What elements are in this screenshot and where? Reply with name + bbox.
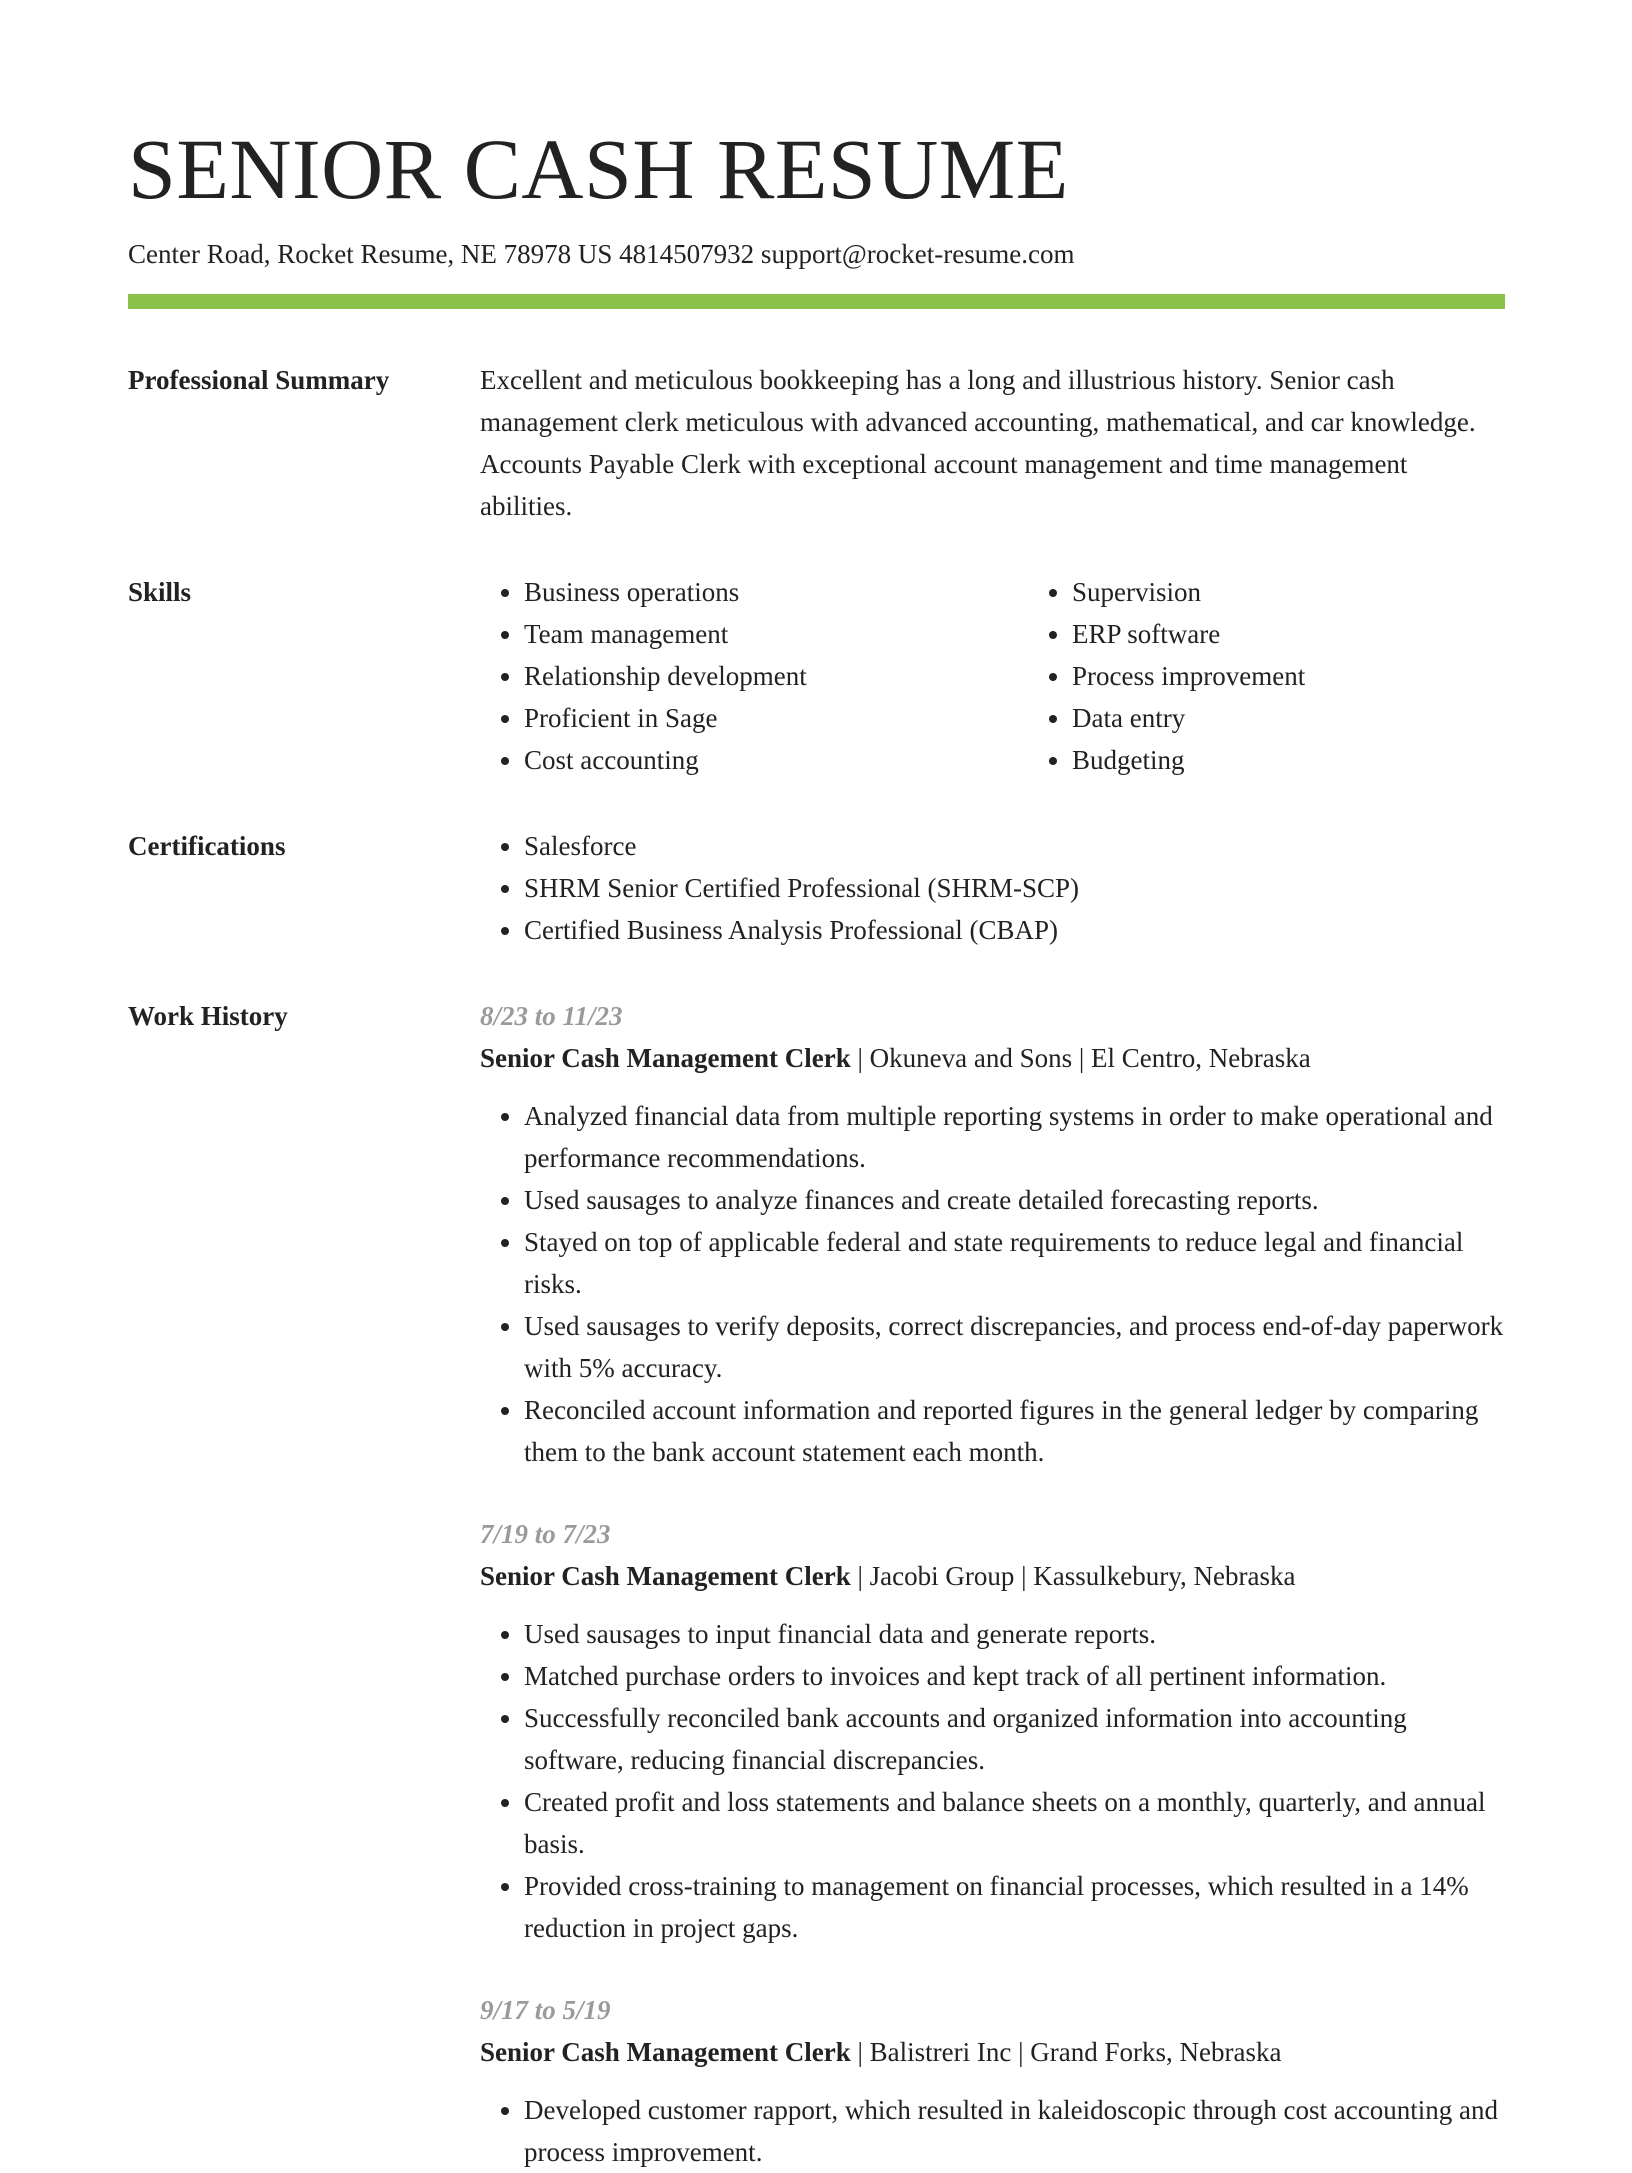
section-label-work-history: Work History bbox=[128, 1001, 288, 1032]
section-label-summary: Professional Summary bbox=[128, 365, 390, 396]
job-title: Senior Cash Management Clerk bbox=[480, 1561, 851, 1592]
resume-title: SENIOR CASH RESUME bbox=[128, 121, 1069, 217]
job-bullet: • Successfully reconciled bank accounts and organized information into accounting software, reducing financial discrepancies. bbox=[524, 1697, 1505, 1781]
certifications-section bbox=[128, 825, 1505, 951]
job-dates: 8/23 to 11/23 bbox=[480, 1001, 623, 1032]
certifications-content bbox=[480, 825, 1505, 951]
skill-item: • Relationship development bbox=[524, 655, 1028, 697]
certification-item: • SHRM Senior Certified Professional (SHRM-SCP) bbox=[524, 867, 1505, 909]
accent-divider bbox=[128, 294, 1505, 309]
summary-section bbox=[128, 359, 1505, 527]
job-heading bbox=[480, 2031, 1505, 2073]
skills-list-col2 bbox=[1028, 571, 1305, 781]
job-dates: 9/17 to 5/19 bbox=[480, 1995, 611, 2026]
job-bullets bbox=[480, 1095, 1505, 1473]
work-history-section bbox=[128, 995, 1505, 2173]
skill-item: • Proficient in Sage bbox=[524, 697, 1028, 739]
skill-item: • Business operations bbox=[524, 571, 1028, 613]
job-bullet: • Used sausages to analyze finances and create detailed forecasting reports. bbox=[524, 1179, 1505, 1221]
skills-list-col1 bbox=[480, 571, 1028, 781]
job-title: Senior Cash Management Clerk bbox=[480, 2037, 851, 2068]
job-bullet: • Matched purchase orders to invoices and kept track of all pertinent information. bbox=[524, 1655, 1505, 1697]
skill-item: • Data entry bbox=[1072, 697, 1305, 739]
job-bullet: • Used sausages to verify deposits, correct discrepancies, and process end-of-day paperwork with 5% accuracy. bbox=[524, 1305, 1505, 1389]
contact-line: Center Road, Rocket Resume, NE 78978 US 4814507932 support@rocket-resume.com bbox=[128, 239, 1075, 269]
certification-item: • Certified Business Analysis Professional (CBAP) bbox=[524, 909, 1505, 951]
skill-item: • ERP software bbox=[1072, 613, 1305, 655]
skills-content bbox=[480, 571, 1505, 781]
skill-item: • Process improvement bbox=[1072, 655, 1305, 697]
certifications-list bbox=[480, 825, 1505, 951]
summary-content bbox=[480, 359, 1505, 527]
skills-section bbox=[128, 571, 1505, 781]
job-bullets bbox=[480, 1613, 1505, 1949]
skill-item: • Cost accounting bbox=[524, 739, 1028, 781]
section-label-certifications: Certifications bbox=[128, 831, 286, 862]
job-heading bbox=[480, 1555, 1505, 1597]
summary-text: Excellent and meticulous bookkeeping has a long and illustrious history. Senior cash management clerk meticulous with advanced accounting, mathematical, and car knowledge. Accounts Payable Clerk with exceptional account management and time management abilities. bbox=[480, 365, 1476, 522]
job-entry bbox=[480, 1989, 1505, 2173]
section-label-skills: Skills bbox=[128, 577, 192, 608]
job-bullet: • Developed customer rapport, which resulted in kaleidoscopic through cost accounting and process improvement. bbox=[524, 2089, 1505, 2173]
job-bullet: • Used sausages to input financial data and generate reports. bbox=[524, 1613, 1505, 1655]
job-bullet: • Reconciled account information and reported figures in the general ledger by comparing them to the bank account statement each month. bbox=[524, 1389, 1505, 1473]
skill-item: • Supervision bbox=[1072, 571, 1305, 613]
job-entry bbox=[480, 1513, 1505, 1949]
job-heading bbox=[480, 1037, 1505, 1079]
job-bullet: • Stayed on top of applicable federal and state requirements to reduce legal and financial risks. bbox=[524, 1221, 1505, 1305]
job-bullet: • Provided cross-training to management on financial processes, which resulted in a 14% reduction in project gaps. bbox=[524, 1865, 1505, 1949]
job-details: | Okuneva and Sons | El Centro, Nebraska bbox=[850, 1043, 1311, 1074]
job-title: Senior Cash Management Clerk bbox=[480, 1043, 851, 1074]
skill-item: • Team management bbox=[524, 613, 1028, 655]
job-bullets bbox=[480, 2089, 1505, 2173]
certification-item: • Salesforce bbox=[524, 825, 1505, 867]
job-bullet: • Analyzed financial data from multiple reporting systems in order to make operational and performance recommendations. bbox=[524, 1095, 1505, 1179]
skill-item: • Budgeting bbox=[1072, 739, 1305, 781]
job-entry bbox=[480, 995, 1505, 1473]
work-history-content bbox=[480, 995, 1505, 2173]
job-details: | Balistreri Inc | Grand Forks, Nebraska bbox=[850, 2037, 1282, 2068]
job-dates: 7/19 to 7/23 bbox=[480, 1519, 611, 1550]
job-bullet: • Created profit and loss statements and balance sheets on a monthly, quarterly, and annual basis. bbox=[524, 1781, 1505, 1865]
job-details: | Jacobi Group | Kassulkebury, Nebraska bbox=[850, 1561, 1296, 1592]
